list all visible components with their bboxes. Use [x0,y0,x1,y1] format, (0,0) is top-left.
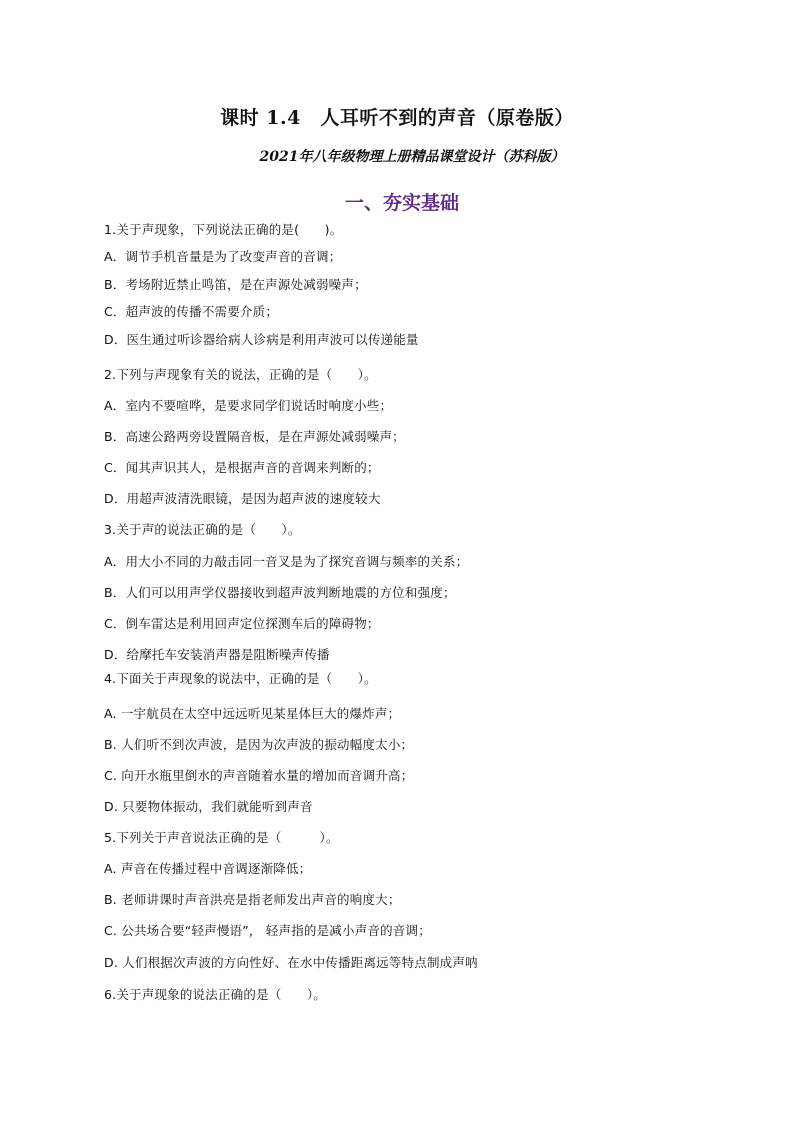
question-3-option-d: D．给摩托车安装消声器是阻断噪声传播 [104,647,330,662]
question-5-option-d: D. 人们根据次声波的方向性好、在水中传播距离远等特点制成声呐 [104,955,478,970]
question-1-option-d: D．医生通过听诊器给病人诊病是利用声波可以传递能量 [104,332,419,347]
question-2-option-c: C．闻其声识其人，是根据声音的音调来判断的； [104,460,380,475]
question-3-option-a: A．用大小不同的力敲击同一音叉是为了探究音调与频率的关系； [104,554,469,569]
question-2-option-d: D．用超声波清洗眼镜，是因为超声波的速度较大 [104,491,381,506]
question-2-option-a: A．室内不要喧哗，是要求同学们说话时响度小些； [104,398,393,413]
question-5-option-b: B. 老师讲课时声音洪亮是指老师发出声音的响度大； [104,892,401,907]
question-1-option-c: C．超声波的传播不需要介质； [104,304,279,319]
question-5-option-c: C. 公共场合要“轻声慢语”， 轻声指的是减小声音的音调； [104,923,431,938]
question-4-option-a: A. 一宇航员在太空中远远听见某星体巨大的爆炸声； [104,706,401,721]
question-4-stem: 4.下面关于声现象的说法中，正确的是（ ）。 [104,671,377,686]
question-1-option-b: B．考场附近禁止鸣笛，是在声源处减弱噪声； [104,277,367,292]
document-subtitle: 2021年八年级物理上册精品课堂设计（苏科版） [259,149,565,165]
question-4-option-b: B. 人们听不到次声波，是因为次声波的振动幅度太小； [104,737,414,752]
question-3-option-b: B．人们可以用声学仪器接收到超声波判断地震的方位和强度； [104,585,456,600]
question-1-stem: 1.关于声现象，下列说法正确的是( )。 [104,222,343,237]
document-title: 课时 1.4 人耳听不到的声音（原卷版） [220,107,574,129]
question-1-option-a: A．调节手机音量是为了改变声音的音调； [104,249,342,264]
question-2-option-b: B．高速公路两旁设置隔音板，是在声源处减弱噪声； [104,429,405,444]
question-5-stem: 5.下列关于声音说法正确的是（ ）。 [104,830,339,845]
question-2-stem: 2.下列与声现象有关的说法，正确的是（ ）。 [104,367,377,382]
question-3-stem: 3.关于声的说法正确的是（ ）。 [104,522,301,537]
question-3-option-c: C．倒车雷达是利用回声定位探测车后的障碍物； [104,616,380,631]
section-heading: 一、夯实基础 [344,192,459,214]
question-5-option-a: A. 声音在传播过程中音调逐渐降低； [104,861,312,876]
question-4-option-c: C. 向开水瓶里倒水的声音随着水量的增加而音调升高； [104,768,414,783]
question-6-stem: 6.关于声现象的说法正确的是（ ）。 [104,987,326,1002]
question-4-option-d: D. 只要物体振动，我们就能听到声音 [104,799,313,814]
